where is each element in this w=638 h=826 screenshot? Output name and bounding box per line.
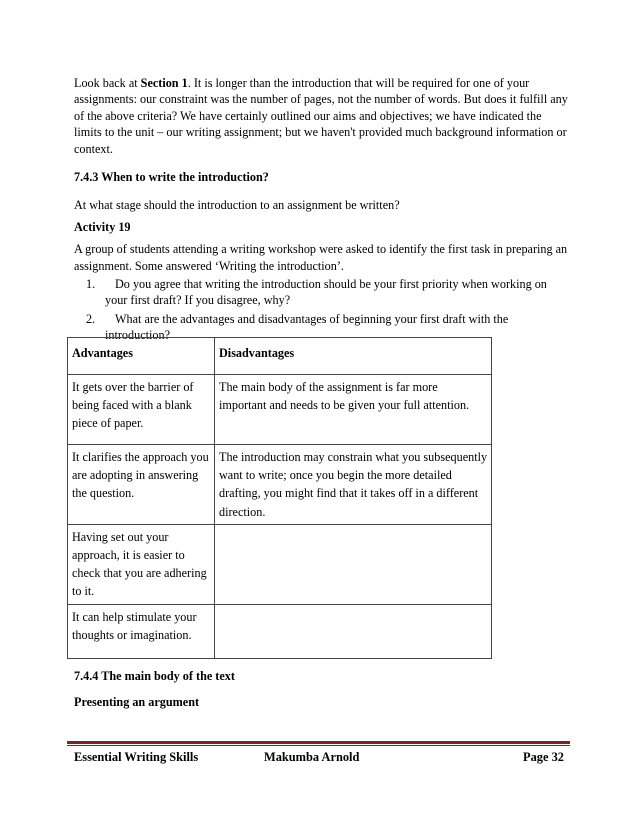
table-cell: The main body of the assignment is far more important and needs to be given your full attention. [215, 375, 492, 445]
table-cell: It gets over the barrier of being faced with a blank piece of paper. [68, 375, 215, 445]
section-heading-7-4-4: 7.4.4 The main body of the text [74, 669, 235, 683]
activity-title: Activity 19 [74, 219, 131, 234]
footer-rule-thick [67, 741, 570, 744]
list-text-content: What are the advantages and disadvantages of beginning your first draft with the introduction? [105, 311, 509, 343]
table-row [68, 524, 492, 604]
table-cell: It clarifies the approach you are adopting in answering the question. [68, 445, 215, 525]
table-row [68, 375, 492, 445]
list-item [74, 276, 568, 309]
paragraph-text: . It is longer than the introduction that will be required for one of your assignments: our constraint was the number of pages, not the number of words. But does it fulfill any of the above criteria? We have certainly outlined our aims and objectives; we have indicated the limits to the unit – our writing assignment; but we haven't provided much background information or context. [74, 76, 568, 156]
footer-rule-thin [67, 745, 570, 746]
footer-page-number: Page 32 [523, 750, 564, 764]
section-reference: Section 1 [140, 76, 188, 90]
page-footer [74, 749, 564, 767]
list-number: 2. [86, 311, 96, 326]
main-text [74, 67, 568, 344]
table-header-row [68, 338, 492, 375]
table-cell: The introduction may constrain what you subsequently want to write; once you begin the more detailed drafting, you might find that it takes off in a different direction. [215, 445, 492, 525]
list-number: 1. [86, 277, 96, 292]
subheading: Presenting an argument [74, 695, 200, 710]
paragraph-section-reference [74, 75, 568, 157]
paragraph-text: Look back at [74, 76, 141, 90]
table-cell [215, 524, 492, 604]
table-row [68, 445, 492, 525]
activity-intro: A group of students attending a writing workshop were asked to identify the first task in preparing an assignment. Some answered ‘Writing the introduction’. [74, 242, 568, 273]
footer-book-title: Essential Writing Skills [74, 750, 199, 764]
table-cell [215, 604, 492, 658]
question-list [74, 276, 568, 344]
question-text: At what stage should the introduction to an assignment be written? [74, 198, 400, 213]
list-text [105, 277, 547, 307]
header-advantages: Advantages [68, 338, 215, 375]
header-disadvantages: Disadvantages [215, 338, 492, 375]
table-cell: Having set out your approach, it is easier to check that you are adhering to it. [68, 524, 215, 604]
following-section [74, 668, 568, 711]
table-cell: It can help stimulate your thoughts or imagination. [68, 604, 215, 658]
advantages-table [67, 337, 492, 659]
table-row [68, 604, 492, 658]
section-heading-7-4-3: 7.4.3 When to write the introduction? [74, 170, 269, 185]
footer-author: Makumba Arnold [264, 750, 360, 764]
list-text-content: Do you agree that writing the introduction should be your first priority when working on your first draft? If you disagree, why? [105, 277, 547, 308]
